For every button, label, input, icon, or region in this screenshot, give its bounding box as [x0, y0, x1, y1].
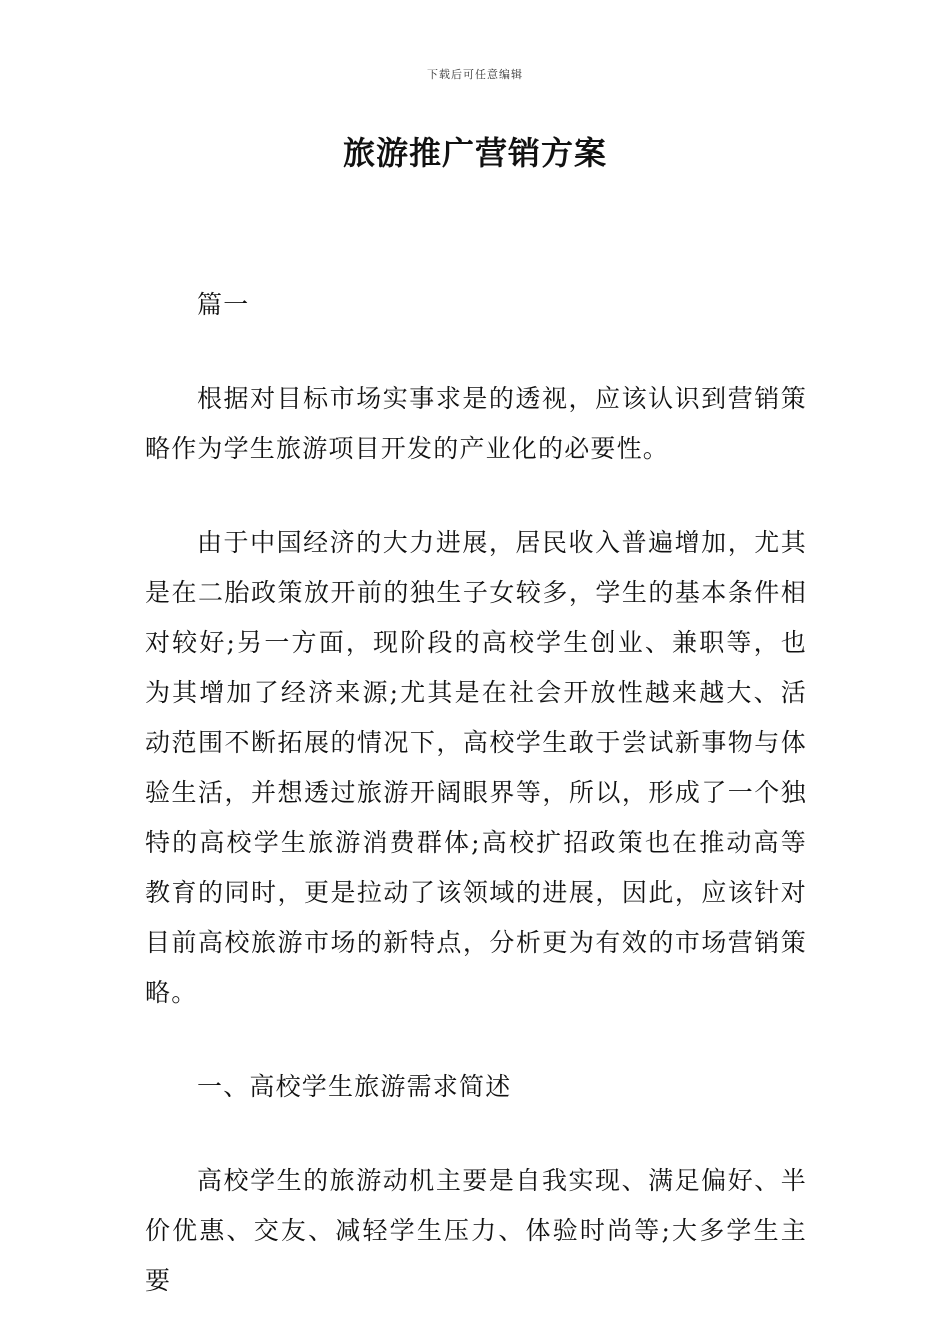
- paragraph-intro: 根据对目标市场实事求是的透视，应该认识到营销策略作为学生旅游项目开发的产业化的必要性。: [145, 384, 807, 463]
- paragraph-part-label: 篇一: [197, 290, 250, 319]
- section-heading: 一、高校学生旅游需求简述: [197, 1072, 512, 1101]
- header-note: 下载后可任意编辑: [427, 68, 523, 81]
- paragraph-motivation: 高校学生的旅游动机主要是自我实现、满足偏好、半价优惠、交友、减轻学生压力、体验时尚等;大多学生主要: [145, 1166, 807, 1295]
- document-title: 旅游推广营销方案: [342, 134, 607, 172]
- paragraph-background: 由于中国经济的大力进展，居民收入普遍增加，尤其是在二胎政策放开前的独生子女较多，学生的基本条件相对较好;另一方面，现阶段的高校学生创业、兼职等，也为其增加了经济来源;尤其是在社会开放性越来越大、活动范围不断拓展的情况下，高校学生敢于尝试新事物与体验生活，并想透过旅游开阔眼界等，所以，形成了一个独特的高校学生旅游消费群体;高校扩招政策也在推动高等教育的同时，更是拉动了该领域的进展，因此，应该针对目前高校旅游市场的新特点，分析更为有效的市场营销策略。: [145, 528, 807, 1007]
- document-body: [145, 280, 807, 1306]
